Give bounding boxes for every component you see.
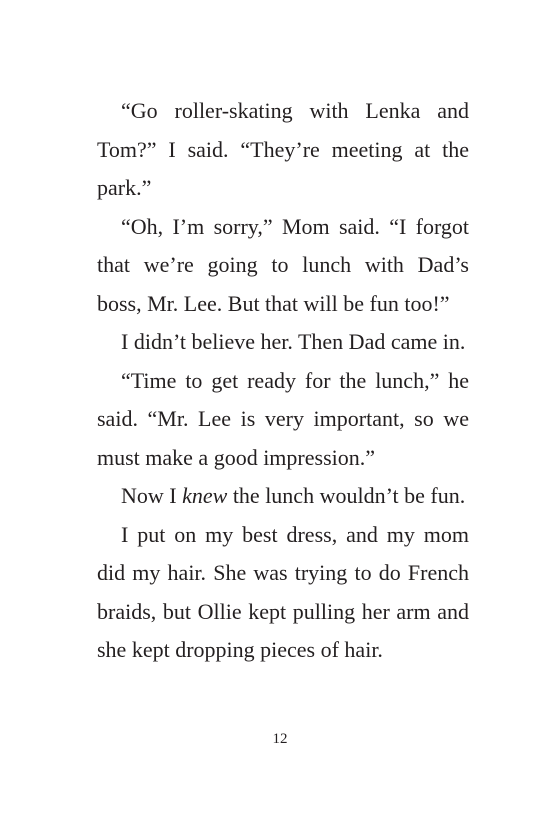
paragraph-4: “Time to get ready for the lunch,” he said. “Mr. Lee is very important, so we must make a good impression.” <box>97 367 469 470</box>
paragraph-1: “Go roller-skating with Lenka and Tom?” I said. “They’re meeting at the park.” <box>97 98 469 200</box>
page-number: 12 <box>272 731 288 747</box>
paragraph-5-end: the lunch wouldn’t be fun. <box>227 483 466 508</box>
paragraph-5-start: Now I <box>121 483 183 508</box>
paragraph-2: “Oh, I’m sorry,” Mom said. “I forgot that we’re going to lunch with Dad’s boss, Mr. Lee. But that will be fun too!” <box>97 213 469 316</box>
paragraph-6: I put on my best dress, and my mom did my hair. She was trying to do French braids, but Ollie kept pulling her arm and she kept dropping pieces of hair. <box>97 521 469 662</box>
body-text <box>97 92 469 670</box>
paragraph-3: I didn’t believe her. Then Dad came in. <box>121 329 466 354</box>
paragraph-5 <box>97 477 469 516</box>
emphasized-word: knew <box>182 483 228 508</box>
